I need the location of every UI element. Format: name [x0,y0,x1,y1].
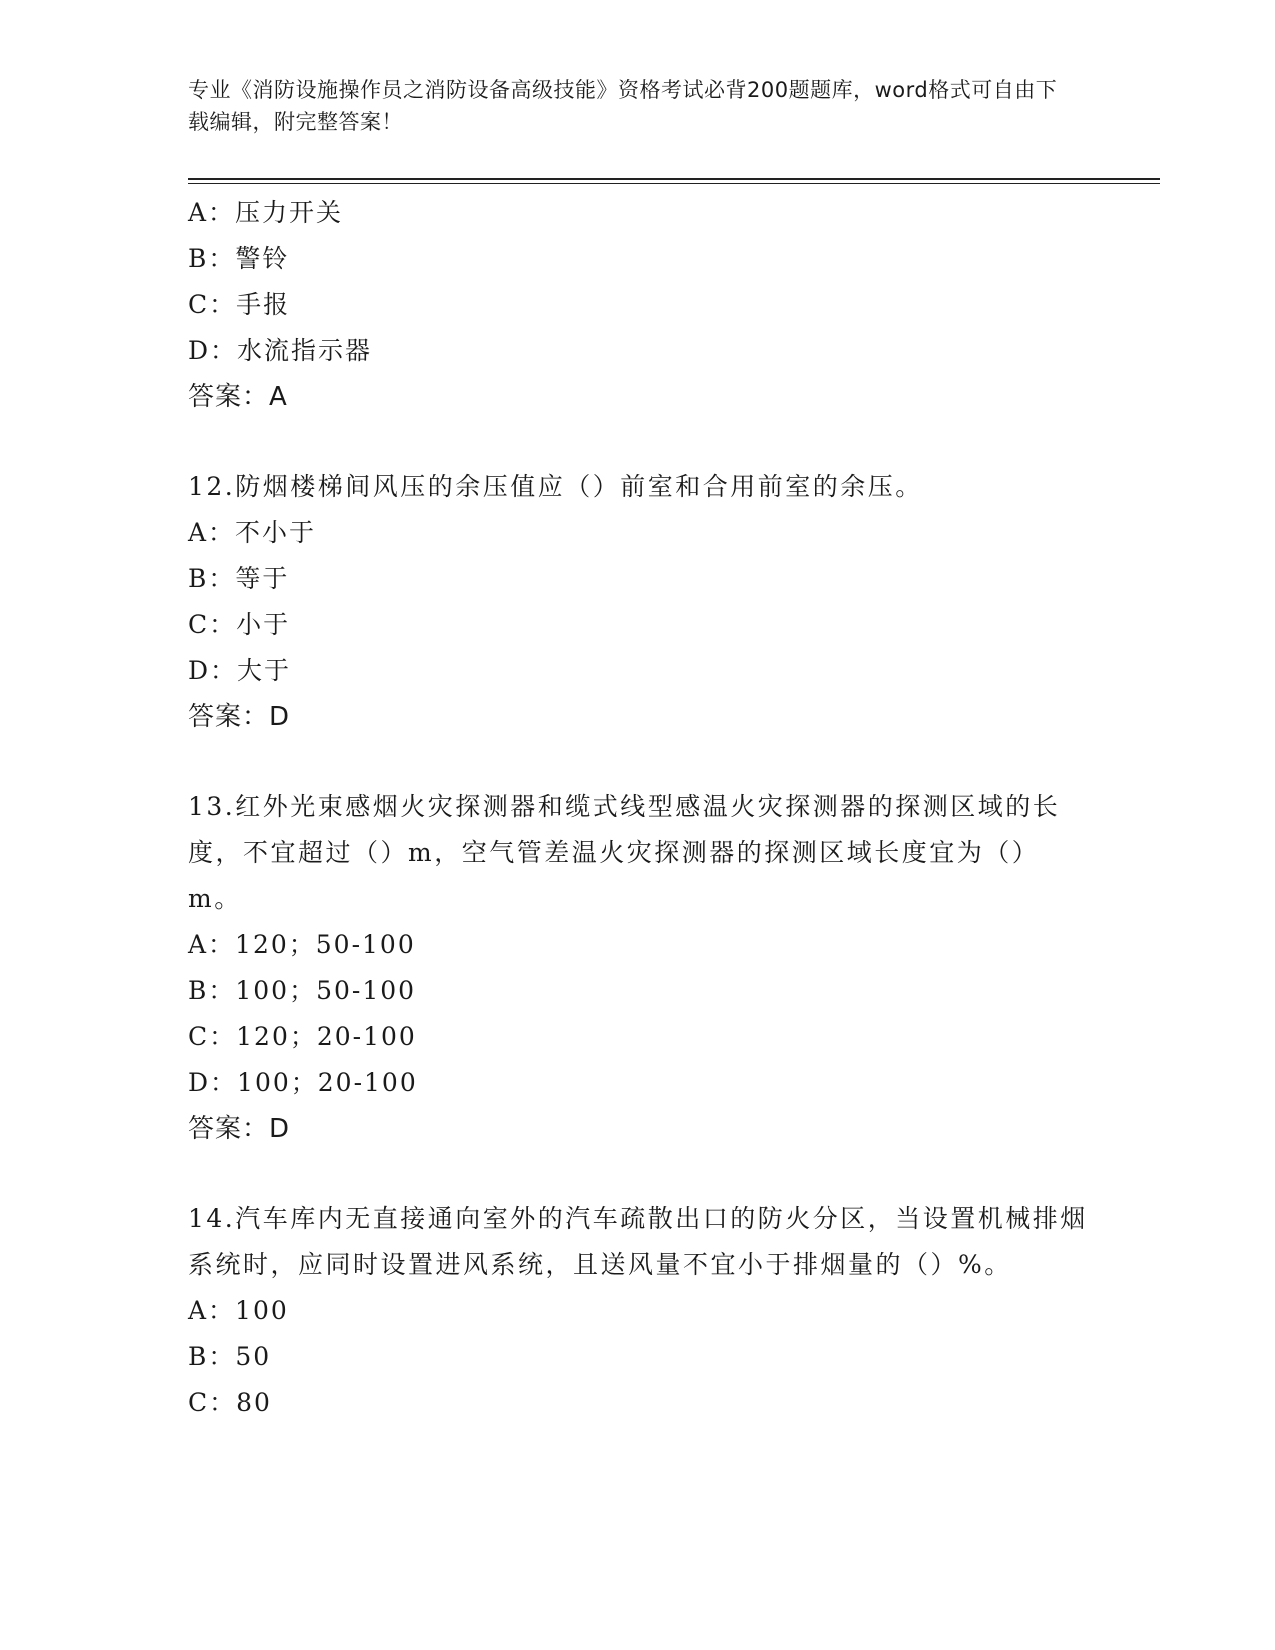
question-text: 14.汽车库内无直接通向室外的汽车疏散出口的防火分区，当设置机械排烟系统时，应同时设置进风系统，且送风量不宜小于排烟量的（）%。 [188,1204,1088,1279]
question-12 [188,464,1088,740]
option-b: B：等于 [188,564,290,593]
header-divider-thin [188,183,1160,184]
answer: 答案：A [188,382,288,412]
question-13 [188,784,1088,1152]
option-d: D：100；20-100 [188,1068,418,1097]
option-c: C：120；20-100 [188,1022,417,1051]
option-b: B：50 [188,1342,272,1371]
answer: 答案：D [188,702,291,732]
option-c: C：80 [188,1388,272,1417]
option-b: B：100；50-100 [188,976,417,1005]
option-d: D：大于 [188,656,292,685]
question-list [188,190,1088,1426]
question-11 [188,190,1088,420]
option-c: C：小于 [188,610,291,639]
document-header: 专业《消防设施操作员之消防设备高级技能》资格考试必背200题题库，word格式可自由下载编辑，附完整答案！ [188,78,1058,134]
option-a: A：120；50-100 [188,930,416,959]
header-divider-thick [188,178,1160,180]
option-a: A：压力开关 [188,198,344,227]
option-d: D：水流指示器 [188,336,373,365]
question-14 [188,1196,1088,1426]
question-text: 13.红外光束感烟火灾探测器和缆式线型感温火灾探测器的探测区域的长度，不宜超过（）m，空气管差温火灾探测器的探测区域长度宜为（）m。 [188,792,1061,913]
option-b: B：警铃 [188,244,290,273]
option-a: A：不小于 [188,518,317,547]
option-a: A：100 [188,1296,289,1325]
question-text: 12.防烟楼梯间风压的余压值应（）前室和合用前室的余压。 [188,472,923,501]
option-c: C：手报 [188,290,291,319]
answer: 答案：D [188,1114,291,1144]
